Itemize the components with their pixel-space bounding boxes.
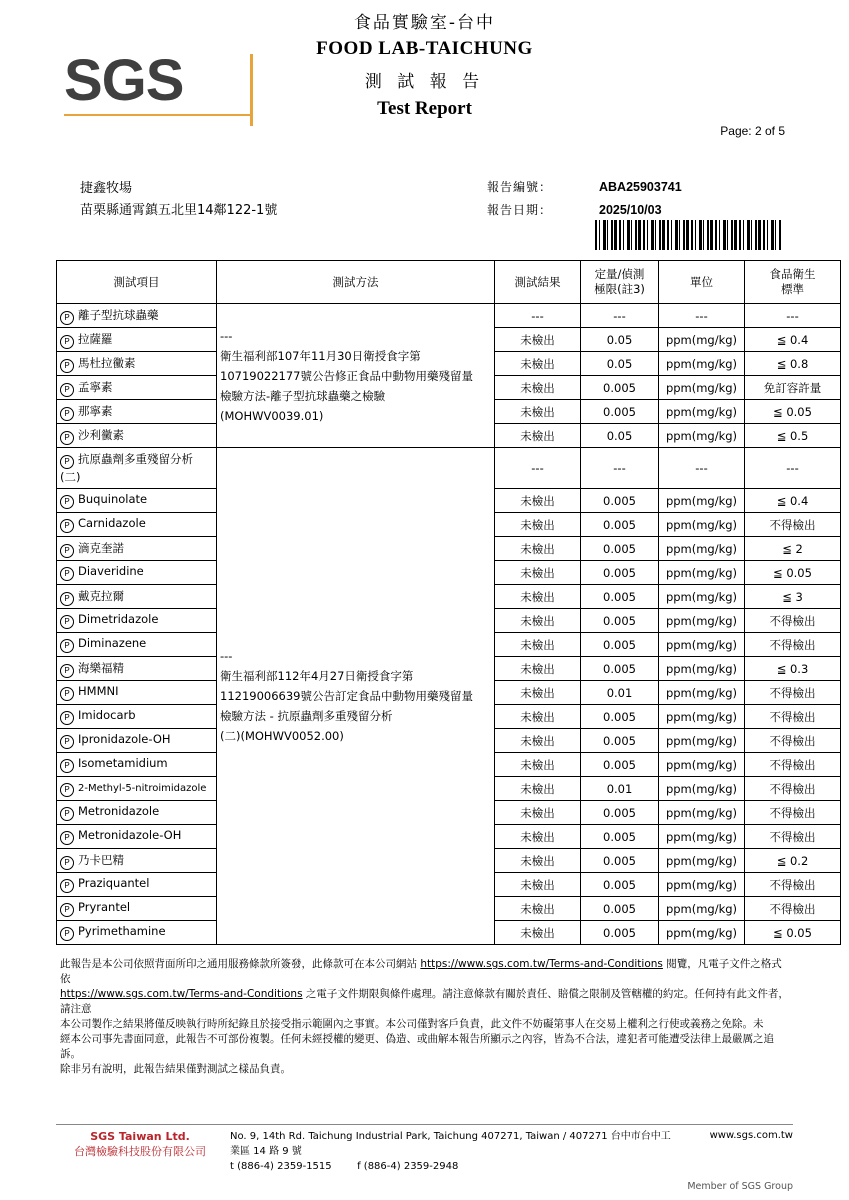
- method-line: 檢驗方法-離子型抗球蟲藥之檢驗: [220, 388, 386, 403]
- cell-std: 不得檢出: [745, 609, 841, 633]
- p-mark-icon: P: [60, 927, 74, 941]
- cell-test-item: [57, 304, 217, 328]
- cell-unit: ppm(mg/kg): [659, 489, 745, 513]
- test-item-label: 拉薩羅: [78, 331, 113, 346]
- cell-test-item: [57, 585, 217, 609]
- footer-address-block: [224, 1129, 673, 1174]
- cell-unit: ---: [659, 448, 745, 489]
- legal-notes: [56, 957, 793, 1077]
- footer-fax: f (886-4) 2359-2948: [357, 1161, 459, 1172]
- cell-std: 不得檢出: [745, 897, 841, 921]
- footer-divider: [56, 1124, 793, 1125]
- cell-std: 不得檢出: [745, 825, 841, 849]
- test-item-label: Imidocarb: [78, 708, 136, 722]
- p-mark-icon: P: [60, 455, 74, 469]
- cell-test-item: [57, 376, 217, 400]
- cell-test-item: [57, 849, 217, 873]
- p-mark-icon: P: [60, 807, 74, 821]
- cell-lod: 0.005: [581, 489, 659, 513]
- method-line: (二)(MOHWV0052.00): [220, 729, 344, 743]
- cell-unit: ppm(mg/kg): [659, 657, 745, 681]
- cell-unit: ppm(mg/kg): [659, 681, 745, 705]
- page-footer: [56, 1124, 793, 1174]
- cell-test-item: [57, 753, 217, 777]
- p-mark-icon: P: [60, 783, 74, 797]
- p-mark-icon: P: [60, 495, 74, 509]
- cell-lod: 0.005: [581, 376, 659, 400]
- report-title-block: [56, 8, 793, 120]
- cell-test-item: [57, 561, 217, 585]
- cell-unit: ppm(mg/kg): [659, 705, 745, 729]
- cell-unit: ppm(mg/kg): [659, 921, 745, 945]
- footer-company-cn: 台灣檢驗科技股份有限公司: [74, 1145, 206, 1158]
- cell-test-item: [57, 513, 217, 537]
- cell-result: 未檢出: [495, 921, 581, 945]
- test-item-label: 海樂福精: [78, 660, 124, 675]
- cell-test-item: [57, 609, 217, 633]
- cell-lod: 0.005: [581, 513, 659, 537]
- cell-std: ≦ 3: [745, 585, 841, 609]
- cell-test-item: [57, 825, 217, 849]
- cell-unit: ppm(mg/kg): [659, 537, 745, 561]
- footer-company: [56, 1129, 224, 1159]
- cell-std: ≦ 0.8: [745, 352, 841, 376]
- cell-lod: 0.005: [581, 705, 659, 729]
- test-item-label: HMMNI: [78, 684, 119, 698]
- cell-unit: ppm(mg/kg): [659, 352, 745, 376]
- cell-std: 不得檢出: [745, 873, 841, 897]
- cell-std: ≦ 0.2: [745, 849, 841, 873]
- test-results-table: [56, 260, 841, 945]
- cell-result: 未檢出: [495, 777, 581, 801]
- test-item-label: 沙利黴素: [78, 427, 124, 442]
- p-mark-icon: P: [60, 567, 74, 581]
- lab-name-cn: 食品實驗室-台中: [353, 13, 496, 33]
- test-item-label: Dimetridazole: [78, 612, 159, 626]
- footer-website[interactable]: www.sgs.com.tw: [709, 1130, 793, 1141]
- method-line: 衛生福利部107年11月30日衛授食字第: [220, 348, 421, 363]
- test-item-label: 2-Methyl-5-nitroimidazole: [78, 783, 207, 794]
- note-2-b: 之電子文件期限與條件處理。請注意條款有關於責任、賠償之限制及管轄權的約定。任何持有此文件者，請注意: [60, 988, 789, 1015]
- cell-result: 未檢出: [495, 897, 581, 921]
- cell-result: 未檢出: [495, 849, 581, 873]
- cell-unit: ppm(mg/kg): [659, 849, 745, 873]
- cell-test-item: [57, 489, 217, 513]
- cell-unit: ppm(mg/kg): [659, 376, 745, 400]
- cell-lod: ---: [581, 304, 659, 328]
- cell-result: 未檢出: [495, 400, 581, 424]
- cell-test-item: [57, 921, 217, 945]
- test-item-label: Diaveridine: [78, 564, 144, 578]
- test-item-label: Praziquantel: [78, 876, 150, 890]
- cell-lod: 0.005: [581, 897, 659, 921]
- cell-lod: 0.01: [581, 777, 659, 801]
- cell-test-item: [57, 705, 217, 729]
- p-mark-icon: P: [60, 592, 74, 606]
- cell-lod: 0.005: [581, 585, 659, 609]
- test-item-label: Ipronidazole-OH: [78, 732, 171, 746]
- cell-lod: 0.005: [581, 873, 659, 897]
- test-item-label: 抗原蟲劑多重殘留分析(二): [60, 451, 193, 484]
- cell-lod: 0.005: [581, 400, 659, 424]
- p-mark-icon: P: [60, 359, 74, 373]
- p-mark-icon: P: [60, 639, 74, 653]
- cell-result: 未檢出: [495, 376, 581, 400]
- header-lod: [581, 261, 659, 304]
- p-mark-icon: P: [60, 615, 74, 629]
- p-mark-icon: P: [60, 311, 74, 325]
- cell-std: 不得檢出: [745, 729, 841, 753]
- cell-std: ≦ 0.4: [745, 328, 841, 352]
- method-line: (MOHWV0039.01): [220, 408, 324, 423]
- cell-lod: 0.005: [581, 801, 659, 825]
- footer-content: [56, 1129, 793, 1174]
- footer-contact: [230, 1159, 673, 1174]
- header-standard-line2: 標準: [781, 282, 804, 296]
- footer-tel: t (886-4) 2359-1515: [230, 1161, 332, 1172]
- cell-test-item: [57, 352, 217, 376]
- cell-test-item: [57, 537, 217, 561]
- cell-test-item: [57, 328, 217, 352]
- table-body: [57, 304, 841, 945]
- cell-lod: 0.005: [581, 561, 659, 585]
- cell-lod: 0.005: [581, 537, 659, 561]
- report-date-value: 2025/10/03: [599, 203, 662, 217]
- header-unit: 單位: [659, 261, 745, 304]
- cell-result: 未檢出: [495, 753, 581, 777]
- p-mark-icon: P: [60, 383, 74, 397]
- p-mark-icon: P: [60, 759, 74, 773]
- header-method: 測試方法: [217, 261, 495, 304]
- p-mark-icon: P: [60, 903, 74, 917]
- cell-std: 不得檢出: [745, 801, 841, 825]
- header-standard-line1: 食品衛生: [769, 267, 816, 281]
- cell-unit: ppm(mg/kg): [659, 825, 745, 849]
- cell-lod: 0.005: [581, 921, 659, 945]
- cell-test-item: [57, 897, 217, 921]
- report-number-value: ABA25903741: [599, 180, 682, 194]
- cell-lod: 0.05: [581, 424, 659, 448]
- cell-unit: ppm(mg/kg): [659, 633, 745, 657]
- report-date-label: 報告日期：: [487, 203, 553, 217]
- test-item-label: Metronidazole: [78, 804, 160, 818]
- footer-member-note: Member of SGS Group: [687, 1181, 793, 1192]
- test-item-label: 戴克拉爾: [78, 588, 124, 603]
- terms-link-1[interactable]: https://www.sgs.com.tw/Terms-and-Conditions: [420, 958, 663, 970]
- p-mark-icon: P: [60, 711, 74, 725]
- cell-lod: 0.005: [581, 633, 659, 657]
- cell-result: 未檢出: [495, 424, 581, 448]
- test-item-label: Carnidazole: [78, 516, 146, 530]
- note-1-a: 此報告是本公司依照背面所印之通用服務條款所簽發，此條款可在本公司網站: [60, 958, 421, 970]
- cell-test-item: [57, 873, 217, 897]
- report-number-label: 報告編號：: [487, 180, 553, 194]
- p-mark-icon: P: [60, 735, 74, 749]
- cell-test-item: [57, 801, 217, 825]
- sgs-logo-text: SGS: [64, 48, 184, 113]
- header-result: 測試結果: [495, 261, 581, 304]
- cell-test-item: [57, 681, 217, 705]
- cell-std: ≦ 0.05: [745, 561, 841, 585]
- cell-unit: ppm(mg/kg): [659, 424, 745, 448]
- report-identifiers: [487, 178, 787, 224]
- client-name: 捷鑫牧場: [80, 181, 133, 196]
- cell-test-item: [57, 657, 217, 681]
- cell-unit: ppm(mg/kg): [659, 513, 745, 537]
- p-mark-icon: P: [60, 687, 74, 701]
- test-item-label: 馬杜拉黴素: [78, 355, 136, 370]
- report-title-cn: 測 試 報 告: [364, 72, 485, 92]
- test-item-label: 離子型抗球蟲藥: [78, 307, 159, 322]
- cell-unit: ppm(mg/kg): [659, 753, 745, 777]
- cell-test-method: [217, 304, 495, 448]
- report-meta-section: [56, 178, 793, 256]
- test-item-label: 滴克奎諾: [78, 540, 124, 555]
- cell-result: 未檢出: [495, 681, 581, 705]
- cell-std: ≦ 0.05: [745, 921, 841, 945]
- cell-unit: ---: [659, 304, 745, 328]
- cell-std: ≦ 2: [745, 537, 841, 561]
- cell-result: 未檢出: [495, 705, 581, 729]
- cell-lod: 0.005: [581, 849, 659, 873]
- cell-std: 不得檢出: [745, 777, 841, 801]
- test-item-label: Diminazene: [78, 636, 147, 650]
- test-item-label: 孟寧素: [78, 379, 113, 394]
- cell-test-item: [57, 777, 217, 801]
- cell-unit: ppm(mg/kg): [659, 561, 745, 585]
- cell-lod: 0.005: [581, 753, 659, 777]
- table-row: [57, 304, 841, 328]
- cell-lod: 0.005: [581, 825, 659, 849]
- cell-unit: ppm(mg/kg): [659, 729, 745, 753]
- test-item-label: Pyrimethamine: [78, 924, 166, 938]
- cell-test-item: [57, 424, 217, 448]
- cell-result: 未檢出: [495, 513, 581, 537]
- p-mark-icon: P: [60, 335, 74, 349]
- p-mark-icon: P: [60, 856, 74, 870]
- header-standard: [745, 261, 841, 304]
- cell-unit: ppm(mg/kg): [659, 400, 745, 424]
- cell-result: 未檢出: [495, 489, 581, 513]
- note-line-5: 除非另有說明，此報告結果僅對測試之樣品負責。: [60, 1063, 291, 1075]
- method-line: 10719022177號公告修正食品中動物用藥殘留量: [220, 368, 473, 383]
- p-mark-icon: P: [60, 831, 74, 845]
- method-line: 11219006639號公告訂定食品中動物用藥殘留量: [220, 689, 473, 703]
- p-mark-icon: P: [60, 431, 74, 445]
- method-line: 衛生福利部112年4月27日衛授食字第: [220, 669, 414, 683]
- cell-lod: 0.005: [581, 657, 659, 681]
- cell-lod: 0.05: [581, 328, 659, 352]
- report-title-en: Test Report: [377, 98, 472, 119]
- cell-std: 不得檢出: [745, 753, 841, 777]
- cell-result: 未檢出: [495, 825, 581, 849]
- cell-test-item: [57, 729, 217, 753]
- note-line-4: 經本公司事先書面同意，此報告不可部份複製。任何未經授權的變更、偽造、或曲解本報告所顯示之內容，皆為不合法，違犯者可能遭受法律上最嚴厲之追訴。: [60, 1033, 774, 1060]
- cell-unit: ppm(mg/kg): [659, 777, 745, 801]
- method-placeholder: ---: [220, 328, 233, 343]
- cell-lod: 0.005: [581, 729, 659, 753]
- p-mark-icon: P: [60, 544, 74, 558]
- p-mark-icon: P: [60, 519, 74, 533]
- footer-address: No. 9, 14th Rd. Taichung Industrial Park, Taichung 407271, Taiwan / 407271 台中市台中工業區 14 路 9 號: [230, 1131, 671, 1157]
- cell-std: 不得檢出: [745, 633, 841, 657]
- cell-lod: 0.05: [581, 352, 659, 376]
- note-line-2: [60, 987, 789, 1017]
- cell-std: 不得檢出: [745, 681, 841, 705]
- cell-lod: 0.01: [581, 681, 659, 705]
- cell-unit: ppm(mg/kg): [659, 328, 745, 352]
- cell-result: 未檢出: [495, 873, 581, 897]
- cell-std: ≦ 0.05: [745, 400, 841, 424]
- client-address: 苗栗縣通霄鎮五北里14鄰122-1號: [80, 203, 278, 218]
- cell-std: ---: [745, 448, 841, 489]
- cell-std: 不得檢出: [745, 705, 841, 729]
- cell-result: 未檢出: [495, 657, 581, 681]
- test-item-label: Buquinolate: [78, 492, 148, 506]
- cell-lod: ---: [581, 448, 659, 489]
- cell-result: 未檢出: [495, 729, 581, 753]
- cell-result: 未檢出: [495, 801, 581, 825]
- cell-std: ≦ 0.3: [745, 657, 841, 681]
- cell-result: 未檢出: [495, 328, 581, 352]
- header-item: 測試項目: [57, 261, 217, 304]
- cell-result: 未檢出: [495, 537, 581, 561]
- cell-result: 未檢出: [495, 609, 581, 633]
- cell-test-method: [217, 448, 495, 945]
- page-number: Page: 2 of 5: [720, 124, 785, 138]
- client-info: [80, 178, 277, 222]
- cell-result: 未檢出: [495, 561, 581, 585]
- report-date-row: [487, 201, 787, 218]
- p-mark-icon: P: [60, 407, 74, 421]
- note-line-3: 本公司製作之結果將僅反映執行時所紀錄且於接受指示範圍內之事實。本公司僅對客戶負責，此文件不妨礙第事人在交易上權利之行使或義務之免除。未: [60, 1018, 764, 1030]
- table-header-row: [57, 261, 841, 304]
- cell-result: 未檢出: [495, 633, 581, 657]
- cell-result: ---: [495, 448, 581, 489]
- cell-test-item: [57, 633, 217, 657]
- cell-std: 不得檢出: [745, 513, 841, 537]
- test-item-label: Isometamidium: [78, 756, 168, 770]
- terms-link-2[interactable]: https://www.sgs.com.tw/Terms-and-Conditions: [60, 988, 303, 1000]
- cell-result: ---: [495, 304, 581, 328]
- test-item-label: Pryrantel: [78, 900, 131, 914]
- footer-company-en: SGS Taiwan Ltd.: [90, 1130, 190, 1143]
- test-item-label: 那寧素: [78, 403, 113, 418]
- header-lod-line1: 定量/偵測: [594, 267, 645, 281]
- cell-unit: ppm(mg/kg): [659, 585, 745, 609]
- test-item-label: 乃卡巴精: [78, 852, 124, 867]
- lab-name-en: FOOD LAB-TAICHUNG: [316, 38, 533, 59]
- report-number-row: [487, 178, 787, 195]
- cell-std: 免訂容許量: [745, 376, 841, 400]
- note-1-b: 閱覽，凡電子文件之格式依: [60, 958, 782, 985]
- note-line-1: [60, 957, 789, 987]
- report-header: [56, 0, 793, 160]
- cell-unit: ppm(mg/kg): [659, 609, 745, 633]
- cell-std: ≦ 0.4: [745, 489, 841, 513]
- p-mark-icon: P: [60, 664, 74, 678]
- cell-lod: 0.005: [581, 609, 659, 633]
- cell-result: 未檢出: [495, 585, 581, 609]
- header-lod-line2: 極限(註3): [594, 282, 645, 296]
- cell-test-item: [57, 448, 217, 489]
- cell-unit: ppm(mg/kg): [659, 801, 745, 825]
- barcode: [595, 220, 781, 250]
- cell-unit: ppm(mg/kg): [659, 873, 745, 897]
- cell-unit: ppm(mg/kg): [659, 897, 745, 921]
- cell-std: ---: [745, 304, 841, 328]
- table-row: [57, 448, 841, 489]
- method-placeholder: ---: [220, 649, 233, 663]
- test-item-label: Metronidazole-OH: [78, 828, 182, 842]
- cell-std: ≦ 0.5: [745, 424, 841, 448]
- p-mark-icon: P: [60, 879, 74, 893]
- method-line: 檢驗方法 - 抗原蟲劑多重殘留分析: [220, 709, 393, 723]
- cell-result: 未檢出: [495, 352, 581, 376]
- cell-test-item: [57, 400, 217, 424]
